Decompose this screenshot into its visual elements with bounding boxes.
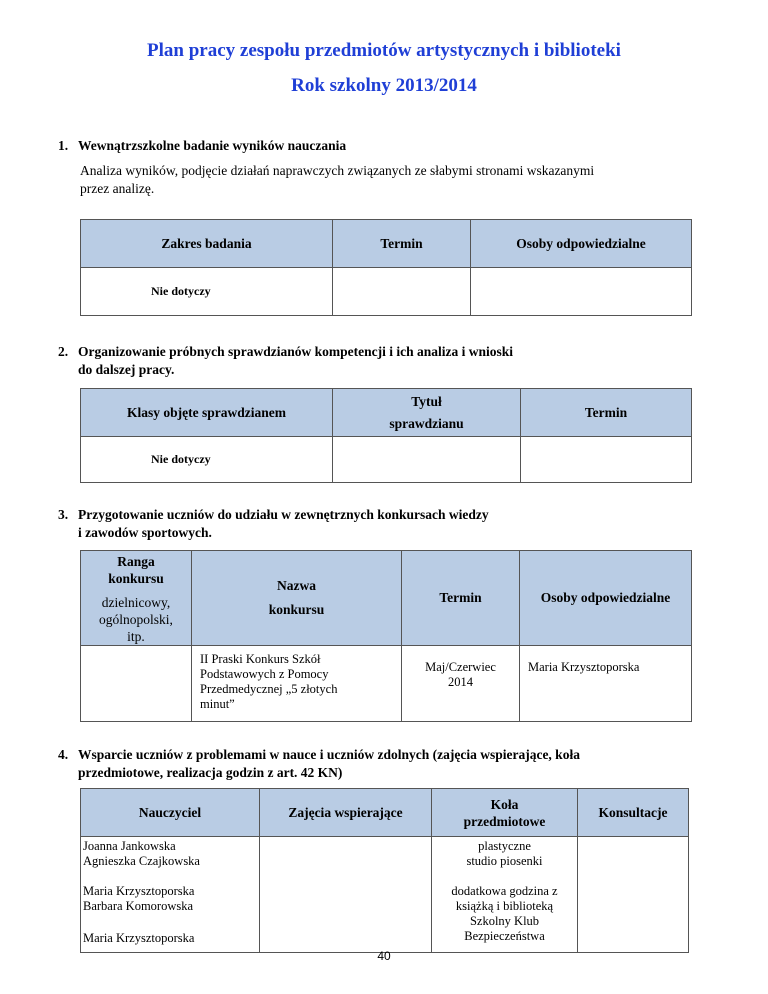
table-row [81,437,692,483]
section-4-title-line1: Wsparcie uczniów z problemami w nauce i uczniów zdolnych (zajęcia wspierające, koła [78,747,580,762]
table-row [81,837,689,953]
header-klasy: Klasy objęte sprawdzianem [81,389,333,437]
cell-empty [578,837,689,953]
circle-item: Bezpieczeństwa [464,929,545,943]
spacer [83,914,259,929]
teacher-name: Agnieszka Czajkowska [83,854,200,868]
circle-item: Szkolny Klub [469,914,540,928]
spacer [432,869,577,884]
cell-circles [432,837,578,953]
header-ranga-konkursu: Ranga konkursu dzielnicowy, ogólnopolski, itp. [81,551,192,646]
section-1-paragraph-line1: Analiza wyników, podjęcie działań naprawczych związanych ze słabymi stronami wskazanymi [80,163,595,178]
header-zajecia-wspierajace: Zajęcia wspierające [260,789,432,837]
header-termin: Termin [521,389,692,437]
header-konsultacje: Konsultacje [578,789,689,837]
table-row [81,268,692,316]
header-kola-przedmiotowe: Koła przedmiotowe [432,789,578,837]
header-osoby-odpowiedzialne: Osoby odpowiedzialne [471,220,692,268]
section-3-heading [58,506,738,546]
table-exams [80,388,692,483]
cell-empty [521,437,692,483]
section-1-paragraph-line2: przez analizę. [80,181,155,196]
cell-empty [260,837,432,953]
section-2-heading [58,343,738,383]
section-1-number: 1. [58,138,69,153]
table-competitions [80,550,692,722]
section-2-title-line1: Organizowanie próbnych sprawdzianów kompetencji i ich analiza i wnioski [78,344,514,359]
cell-nie-dotyczy: Nie dotyczy [81,268,333,316]
header-nauczyciel: Nauczyciel [81,789,260,837]
header-sprawdzianu: sprawdzianu [389,415,464,431]
section-3-number: 3. [58,507,69,522]
cell-nie-dotyczy: Nie dotyczy [81,437,333,483]
table-research-scope [80,219,692,316]
spacer [83,869,259,884]
page-subtitle: Rok szkolny 2013/2014 [291,75,477,96]
table-row [81,646,692,722]
cell-teachers [81,837,260,953]
header-nazwa-konkursu: Nazwa konkursu [192,551,402,646]
header-osoby-odpowiedzialne: Osoby odpowiedzialne [520,551,692,646]
section-3-title-line1: Przygotowanie uczniów do udziału w zewnętrznych konkursach wiedzy [78,507,489,522]
teacher-name: Maria Krzysztoporska [83,931,195,945]
header-zakres-badania: Zakres badania [81,220,333,268]
header-termin: Termin [402,551,520,646]
circle-item: dodatkowa godzina z [451,884,558,898]
circle-item: plastyczne [478,839,531,853]
cell-rank [81,646,192,722]
cell-empty [333,437,521,483]
teacher-name: Barbara Komorowska [83,899,194,913]
section-4-number: 4. [58,747,69,762]
cell-competition-name: II Praski Konkurs Szkół Podstawowych z Pomocy Przedmedycznej „5 złotych minut” [192,646,402,722]
page-number: 40 [377,949,391,963]
teacher-name: Maria Krzysztoporska [83,884,195,898]
section-1-title: Wewnątrzszkolne badanie wyników nauczania [78,138,347,153]
teacher-name: Joanna Jankowska [83,839,176,853]
page-title: Plan pracy zespołu przedmiotów artystycznych i biblioteki [147,40,621,61]
cell-empty [333,268,471,316]
section-4-title-line2: przedmiotowe, realizacja godzin z art. 42 KN) [78,765,343,780]
cell-persons: Maria Krzysztoporska [520,646,692,722]
header-tytul-sprawdzianu [333,389,521,437]
section-3-title-line2: i zawodów sportowych. [78,525,212,540]
header-termin: Termin [333,220,471,268]
cell-empty [471,268,692,316]
circle-item: studio piosenki [466,854,543,868]
section-2-number: 2. [58,344,69,359]
section-1-paragraph [80,162,750,198]
header-tytul: Tytuł [411,393,442,409]
table-support [80,788,689,953]
circle-item: książką i biblioteką [455,899,554,913]
section-2-title-line2: do dalszej pracy. [78,362,175,377]
section-4-heading [58,746,758,786]
cell-term: Maj/Czerwiec 2014 [402,646,520,722]
